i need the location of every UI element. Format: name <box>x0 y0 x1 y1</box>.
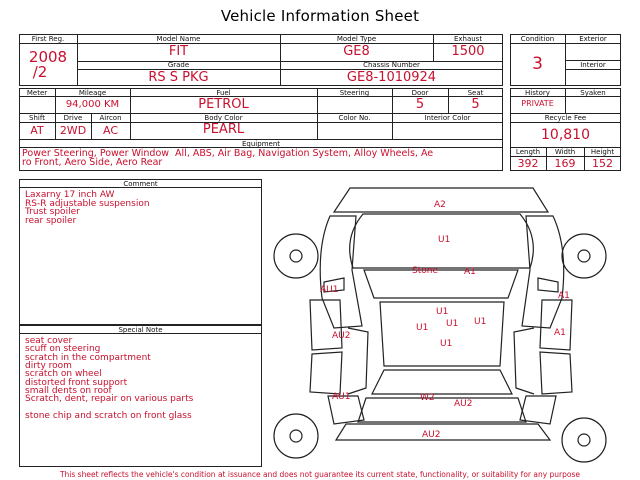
mark-u1-roof-a: U1 <box>436 307 449 317</box>
width-label: Width <box>554 148 576 156</box>
length-label: Length <box>515 148 541 156</box>
note-line: stone chip and scratch on front glass <box>25 410 192 421</box>
note-line: Laxarny 17 inch AW <box>25 190 115 200</box>
mark-u1-rear-window: U1 <box>440 339 453 349</box>
mark-a1-right-front: A1 <box>558 291 570 301</box>
sheet-title: Vehicle Information Sheet <box>220 7 420 25</box>
history-label: History <box>525 89 550 97</box>
drive-label: Drive <box>63 114 83 122</box>
note-line: distorted front support <box>25 377 128 388</box>
model-type-label: Model Type <box>336 35 377 43</box>
chassis-label: Chassis Number <box>363 61 420 69</box>
steering-label: Steering <box>339 89 370 97</box>
mileage-value: 94,000 KM <box>65 99 120 110</box>
first-reg-year: 2008 <box>28 48 68 66</box>
condition-value: 3 <box>532 54 543 74</box>
height-value: 152 <box>592 157 613 170</box>
length-value: 392 <box>517 157 539 170</box>
condition-label: Condition <box>520 35 555 43</box>
model-type-value: GE8 <box>343 44 370 59</box>
special-note-label: Special Note <box>118 326 163 334</box>
grade-label: Grade <box>167 61 190 69</box>
seat-label: Seat <box>467 89 484 97</box>
note-line: rear spoiler <box>25 215 77 226</box>
mark-u1-roof-c: U1 <box>416 323 429 333</box>
note-line: small dents on roof <box>25 385 112 396</box>
height-label: Height <box>590 148 615 156</box>
disclaimer-footer: This sheet reflects the vehicle's condition at issuance and does not guarantee its current state, functionality, or suitability for any purpose <box>59 470 581 479</box>
recycle-value: 10,810 <box>541 127 590 143</box>
shift-value: AT <box>30 124 44 137</box>
recycle-label: Recycle Fee <box>544 114 587 122</box>
history-value: PRIVATE <box>521 99 554 108</box>
comment-label: Comment <box>123 180 158 188</box>
note-line: scuff on steering <box>25 344 101 355</box>
first-reg-label: First Reg. <box>31 35 65 43</box>
aircon-label: Aircon <box>99 114 122 122</box>
color-no-label: Color No. <box>338 114 371 122</box>
aircon-value: AC <box>102 124 118 137</box>
door-label: Door <box>411 89 429 97</box>
mark-a2-front: A2 <box>434 200 446 210</box>
mark-a1-windshield: A1 <box>464 267 476 277</box>
fuel-value: PETROL <box>198 97 249 112</box>
mark-au1-left-rear: AU1 <box>332 392 351 402</box>
mark-au2-trunk: AU2 <box>454 399 473 409</box>
exhaust-label: Exhaust <box>453 35 483 43</box>
equipment-line-2: ro Front, Aero Side, Aero Rear <box>22 157 163 168</box>
model-name-value: FIT <box>168 44 189 59</box>
syaken-label: Syaken <box>580 89 606 97</box>
note-line: RS-R adjustable suspension <box>25 198 150 209</box>
mark-w2: W2 <box>420 393 435 403</box>
mark-au2-rear-bumper: AU2 <box>422 430 441 440</box>
mark-au2-left-door: AU2 <box>332 331 351 341</box>
body-color-value: PEARL <box>202 122 245 137</box>
meter-label: Meter <box>26 89 48 97</box>
mark-u1-hood: U1 <box>438 235 451 245</box>
mark-a1-right-door: A1 <box>554 328 566 338</box>
first-reg-month: /2 <box>32 63 48 81</box>
equipment-label: Equipment <box>242 140 280 148</box>
mark-u1-roof-d: U1 <box>474 317 487 327</box>
mark-stone: Stone <box>412 266 438 276</box>
door-value: 5 <box>415 97 425 112</box>
note-line: scratch on wheel <box>25 369 102 380</box>
note-line: Scratch, dent, repair on various parts <box>25 394 194 405</box>
mark-au1-left-front: AU1 <box>320 285 339 295</box>
note-line: dirty room <box>25 360 72 371</box>
width-value: 169 <box>554 157 576 170</box>
exhaust-value: 1500 <box>451 44 485 59</box>
fuel-label: Fuel <box>216 89 231 97</box>
model-name-label: Model Name <box>156 35 201 43</box>
shift-label: Shift <box>29 114 45 122</box>
note-line: scratch in the compartment <box>25 352 151 363</box>
grade-value: RS S PKG <box>148 70 209 85</box>
exterior-label: Exterior <box>579 35 607 43</box>
equipment-line-1: Power Steering, Power Window All, ABS, Air Bag, Navigation System, Alloy Wheels, Ae <box>22 148 434 159</box>
mark-u1-roof-b: U1 <box>446 319 459 329</box>
interior-color-label: Interior Color <box>424 114 471 122</box>
mileage-label: Mileage <box>78 89 107 97</box>
note-line: Trust spoiler <box>25 207 80 217</box>
interior-label: Interior <box>580 61 606 69</box>
seat-value: 5 <box>471 97 480 112</box>
body-color-label: Body Color <box>204 114 243 122</box>
chassis-value: GE8-1010924 <box>346 70 437 85</box>
note-line: seat cover <box>25 336 73 346</box>
car-damage-diagram <box>268 178 624 470</box>
drive-value: 2WD <box>59 124 87 137</box>
